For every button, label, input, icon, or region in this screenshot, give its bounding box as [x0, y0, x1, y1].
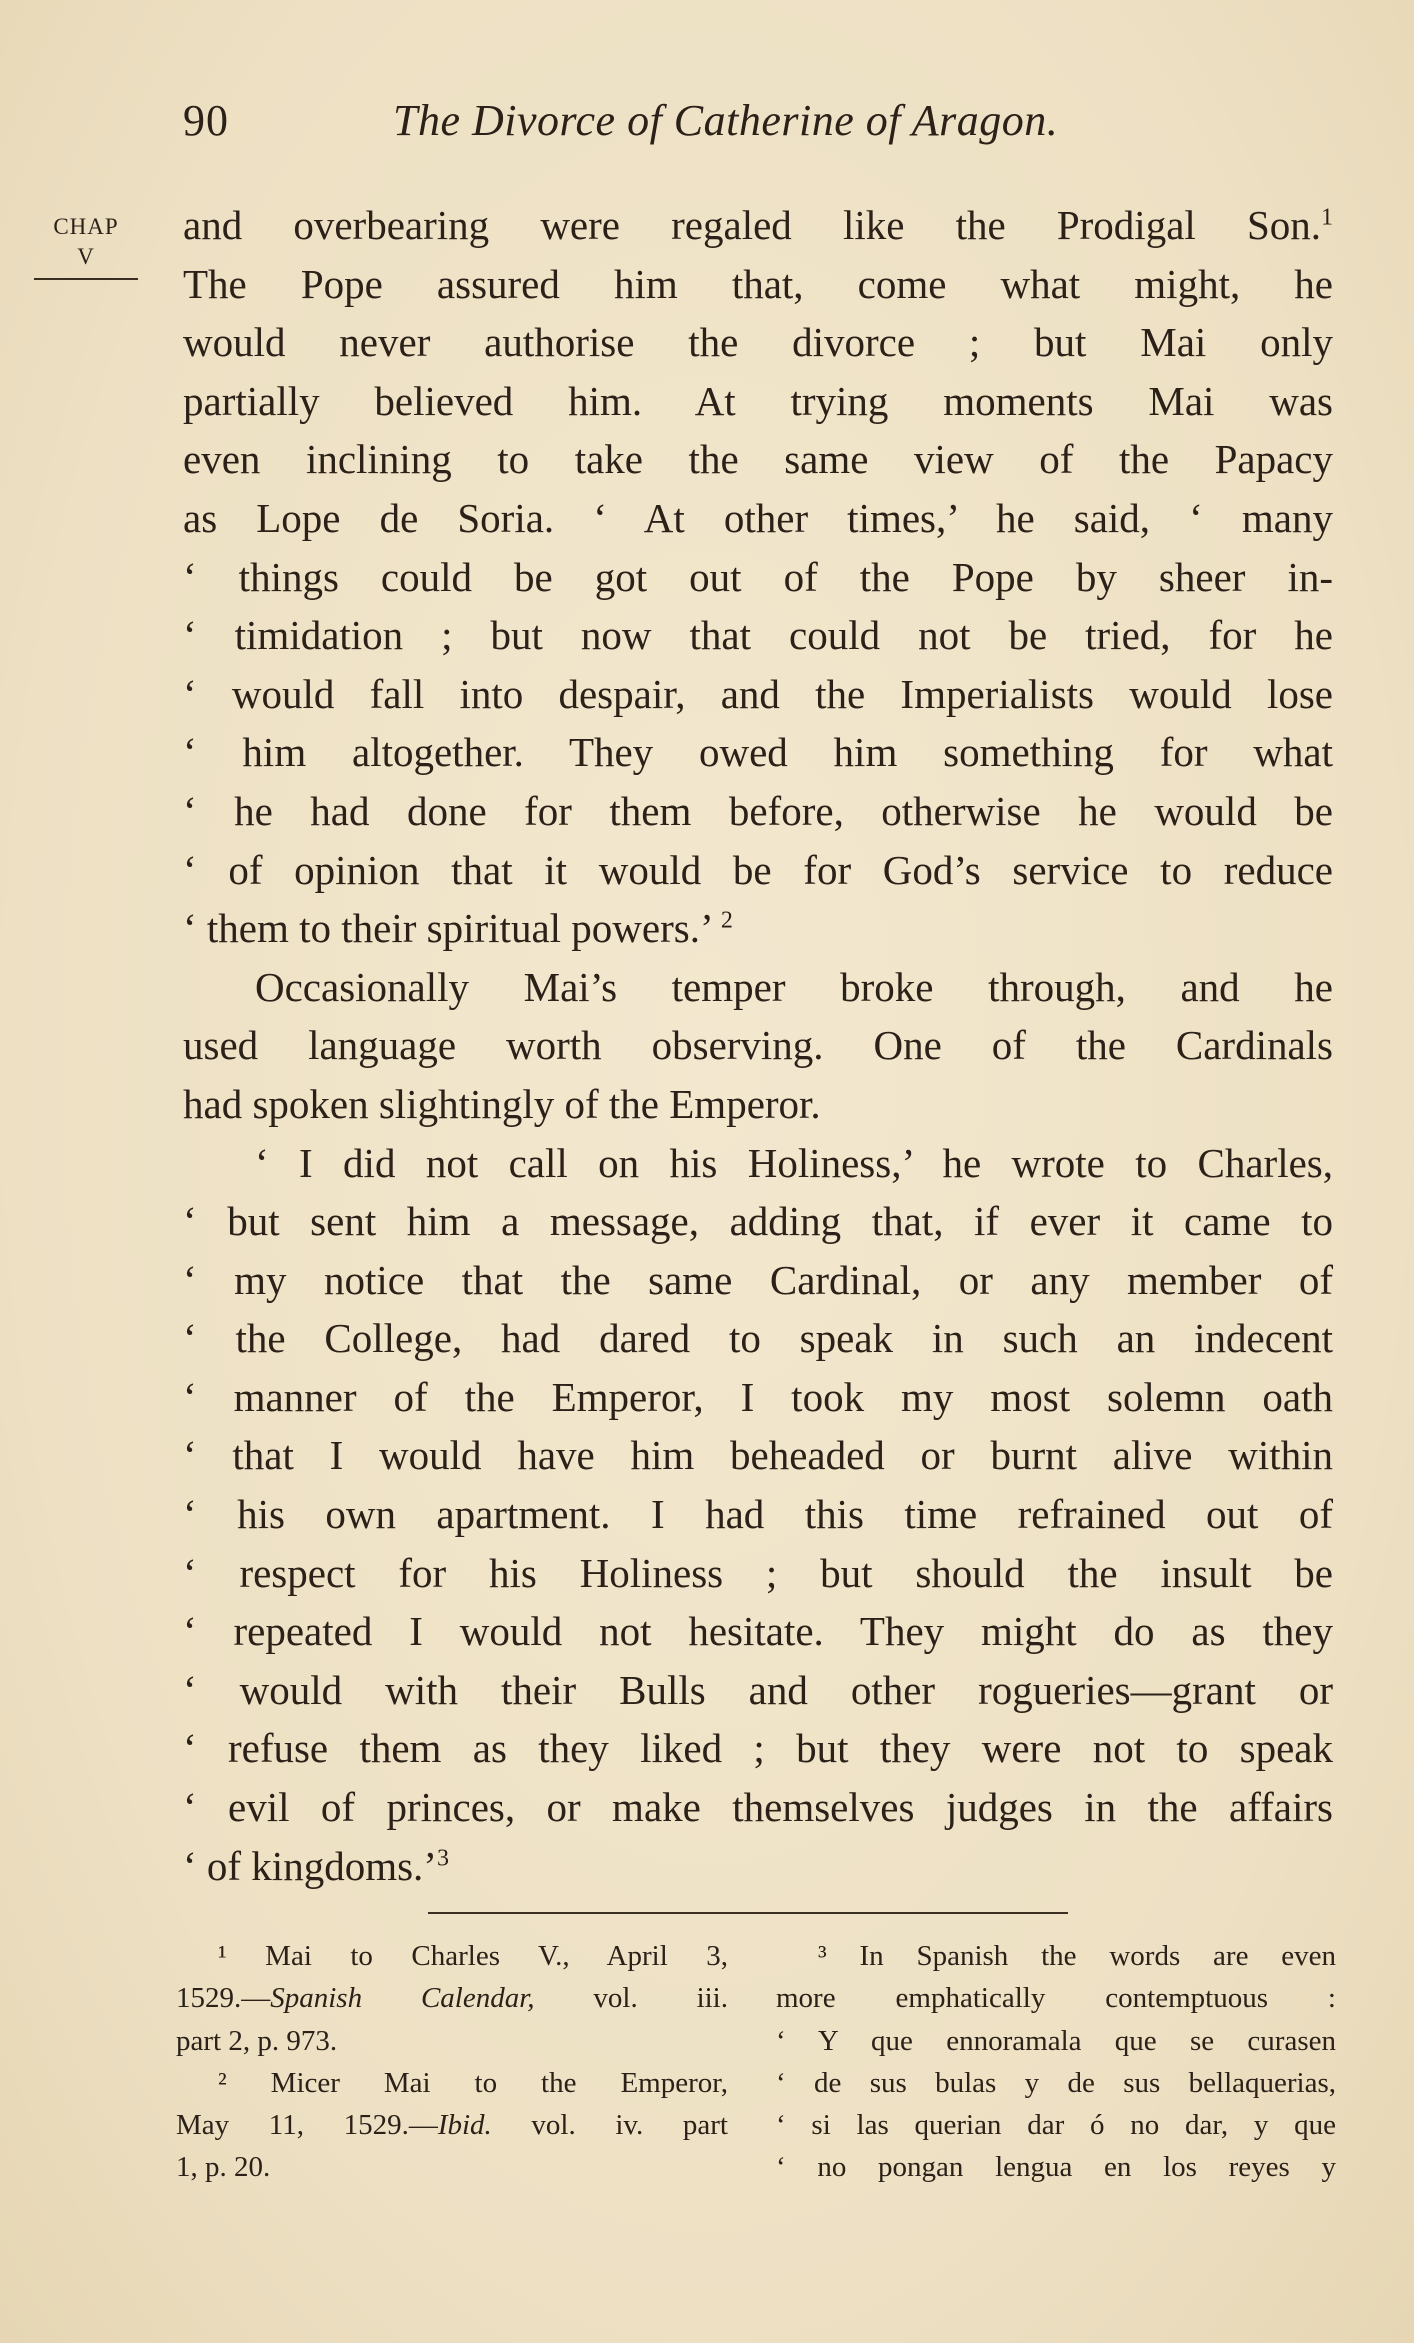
text-line: Occasionally Mai’s temper broke through, and he	[255, 963, 1333, 1010]
footnote-separator	[428, 1912, 1068, 1914]
text-line: The Pope assured him that, come what might, he	[183, 260, 1333, 307]
text-line: ‘ evil of princes, or make themselves judges in the affairs	[183, 1784, 1333, 1831]
footnote-line: ³ In Spanish the words are even	[818, 1940, 1336, 1972]
text-line: ‘ manner of the Emperor, I took my most solemn oath	[183, 1373, 1333, 1420]
footnote-line: 1, p. 20.	[176, 2151, 271, 2184]
text-line: as Lope de Soria. ‘ At other times,’ he said, ‘ many	[183, 494, 1333, 541]
running-title: The Divorce of Catherine of Aragon.	[393, 96, 1059, 145]
margin-rule	[34, 278, 138, 280]
chapter-label: CHAP	[53, 214, 119, 239]
footnote-line: May 11, 1529.—Ibid. vol. iv. part	[176, 2109, 728, 2142]
text-line: ‘ of opinion that it would be for God’s service to reduce	[183, 846, 1333, 893]
text-line: ‘ respect for his Holiness ; but should the insult be	[183, 1549, 1333, 1596]
text-line: even inclining to take the same view of the Papacy	[183, 436, 1333, 483]
footnote-line: more emphatically contemptuous :	[776, 1982, 1336, 2015]
text-line: and overbearing were regaled like the Prodigal Son.$^1$	[183, 202, 1333, 248]
footnote-line: part 2, p. 973.	[176, 2024, 338, 2057]
text-line: ‘ things could be got out of the Pope by sheer in-	[183, 553, 1333, 600]
text-line: ‘ refuse them as they liked ; but they were not to speak	[183, 1725, 1333, 1772]
text-line: ‘ his own apartment. I had this time refrained out of	[183, 1491, 1333, 1538]
text-line: ‘ of kingdoms.’$^3$	[183, 1842, 449, 1889]
footnotes-right-column	[776, 1935, 1336, 2189]
text-line: ‘ I did not call on his Holiness,’ he wrote to Charles,	[255, 1139, 1333, 1186]
text-line: ‘ my notice that the same Cardinal, or any member of	[183, 1256, 1333, 1303]
footnote-ref: 3	[436, 1844, 449, 1871]
footnote-line: ‘ si las querian dar ó no dar, y que	[776, 2109, 1336, 2142]
text-line: ‘ but sent him a message, adding that, if ever it came to	[183, 1198, 1333, 1245]
text-line: ‘ timidation ; but now that could not be tried, for he	[183, 612, 1333, 659]
text-line: ‘ would fall into despair, and the Imperialists would lose	[183, 670, 1333, 717]
text-line: partially believed him. At trying moments Mai was	[183, 377, 1333, 424]
footnote-line: ‘ de sus bulas y de sus bellaquerias,	[776, 2066, 1336, 2099]
page-number: 90	[183, 96, 229, 145]
body-text	[183, 196, 1333, 1895]
text-line: ‘ them to their spiritual powers.’ $^2$	[183, 905, 733, 952]
footnote-line: ‘ no pongan lengua en los reyes y	[776, 2151, 1336, 2184]
text-line: ‘ would with their Bulls and other rogueries—grant or	[183, 1666, 1333, 1713]
footnote-ref: 2	[720, 907, 733, 934]
text-line: ‘ repeated I would not hesitate. They might do as they	[183, 1608, 1333, 1655]
text-line: ‘ him altogether. They owed him something for what	[183, 729, 1333, 776]
text-line: ‘ he had done for them before, otherwise he would be	[183, 787, 1333, 834]
footnotes-left-column	[176, 1935, 728, 2189]
footnote-ref: 1	[1321, 204, 1333, 231]
chapter-margin-note	[34, 212, 138, 280]
text-line: ‘ that I would have him beheaded or burnt alive within	[183, 1432, 1333, 1479]
footnotes	[176, 1935, 1336, 2195]
chapter-number: V	[77, 244, 95, 269]
footnote-line: ² Micer Mai to the Emperor,	[218, 2066, 728, 2099]
footnote-line: ‘ Y que ennoramala que se curasen	[776, 2024, 1336, 2057]
text-line: had spoken slightingly of the Emperor.	[183, 1080, 821, 1127]
text-line: ‘ the College, had dared to speak in such an indecent	[183, 1315, 1333, 1362]
text-line: would never authorise the divorce ; but Mai only	[183, 319, 1333, 366]
footnote-line: 1529.—Spanish Calendar, vol. iii.	[176, 1982, 728, 2015]
text-line: used language worth observing. One of the Cardinals	[183, 1022, 1333, 1069]
page-header	[183, 95, 1333, 155]
footnote-line: ¹ Mai to Charles V., April 3,	[218, 1940, 728, 1972]
